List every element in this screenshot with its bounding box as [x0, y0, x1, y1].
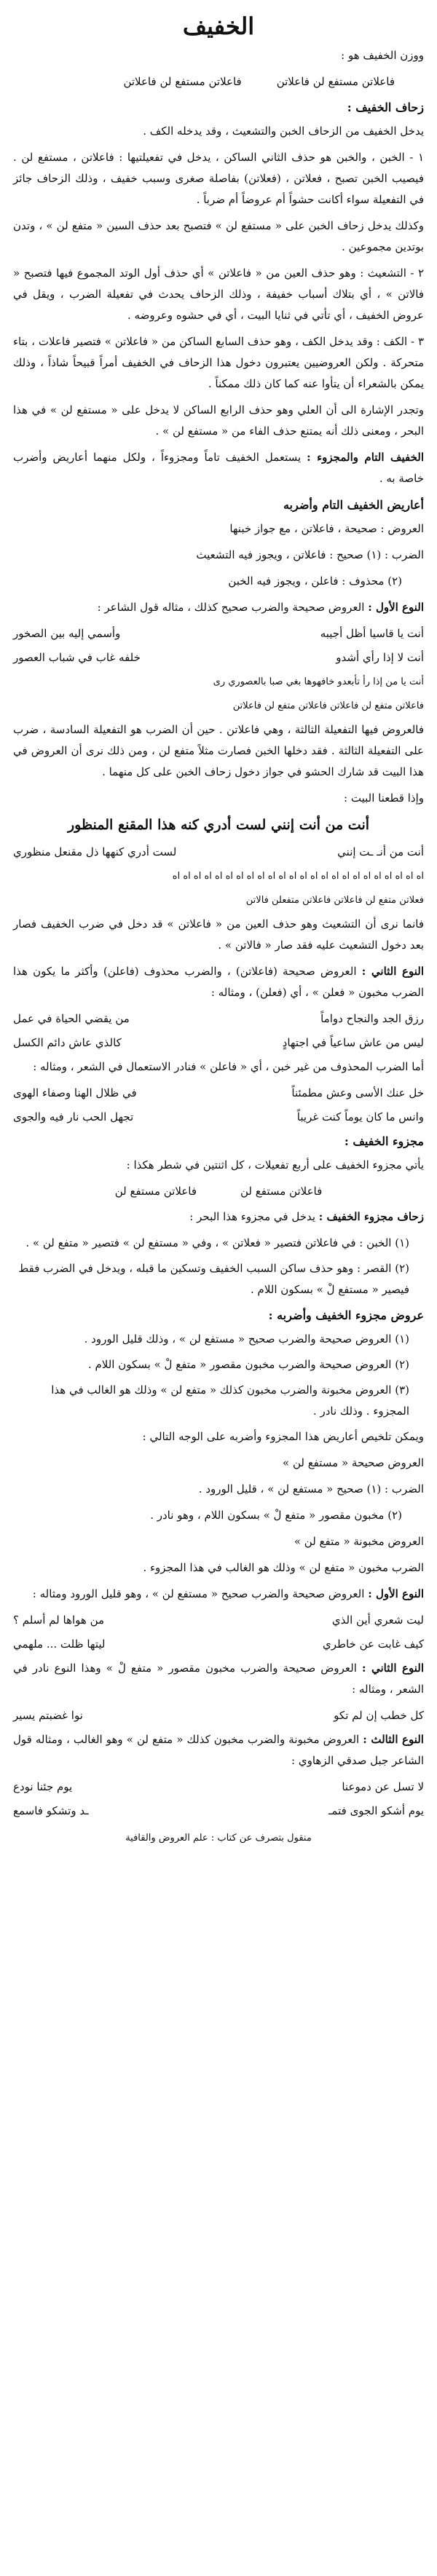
inline-heading: الخفيف التام والمجزوء : [307, 451, 425, 464]
verse-second-hemistich: وأسمي إليه بين الصخور [13, 627, 121, 640]
verse [13, 647, 424, 668]
type-label: النوع الأول : [368, 601, 424, 614]
paragraph: فالعروض فيها التفعيلة الثالثة ، وهي فاعلاتن . حين أن الضرب هو التفعيلة السادسة ، ضرب على التفعيلة الثالثة . فقد دخلها الخبن فصارت مثلاً متفع لن ، ومن ذلك نرى أن العروض في هذا البيت قد شارك الحشو في جواز دخول زحاف الخبن على كل منهما . [13, 723, 424, 778]
scansion-line: أنت يا من إذا رأ تأبعدو خافهوها بغي صبا بالعصوري رى [213, 676, 424, 687]
verse-first-hemistich: كيف غابت عن خاطري [323, 1637, 424, 1651]
verse-first-hemistich: أنت لا إذا رأي أشدو [336, 651, 424, 664]
paragraph-text: العروض صحيحة والضرب صحيح كذلك ، مثاله قول الشاعر : [97, 601, 365, 614]
verse-first-hemistich: يوم أشكو الجوى فتمـ [328, 1804, 424, 1817]
intro-label: ووزن الخفيف هو : [341, 49, 424, 62]
list-item: (١) العروض صحيحة والضرب صحيح « مستفع لن » ، وذلك قليل الورود . [84, 1332, 409, 1346]
paragraph [13, 1658, 424, 1700]
verse [13, 1777, 424, 1798]
arud-line: العروض : صحيحة ، فاعلاتن ، مع جواز خبنها [229, 522, 424, 535]
paragraph-text: العروض مخبونة والضرب مخبون كذلك « متفع لن » وهو الغالب ، ومثاله قول الشاعر جبل صدقي الزهاوي : [13, 1733, 424, 1767]
paragraph-text: العروض صحيحة (فاعلاتن) ، والضرب محذوف (فاعلن) وأكثر ما يكون هذا الضرب مخبون « فعلن » ، أي (فعلن) ، ومثاله : [13, 965, 424, 999]
section-heading: زحاف الخفيف : [347, 100, 424, 114]
verse [13, 1032, 424, 1054]
paragraph [13, 447, 424, 489]
verse-second-hemistich: يوم جئنا نودع [13, 1780, 73, 1793]
paragraph-text: العروض صحيحة والضرب مخبون مقصور « متفع لْ » وهذا النوع نادر في الشعر ، ومثاله : [13, 1662, 424, 1696]
verse-second-hemistich: من يقضي الحياة في عمل [13, 1012, 130, 1025]
verse-second-hemistich: لست أدري كنهها ذل مقنعل منظوري [13, 845, 177, 858]
section-heading: عروض مجزوء الخفيف وأضربه : [268, 1308, 424, 1322]
verse-second-hemistich: ليتها ظلت ... ملهمي [13, 1637, 106, 1651]
page-title: الخفيف [182, 12, 255, 40]
summary-line: العروض مخبونة « متفع لن » [294, 1535, 424, 1548]
paragraph: وكذلك يدخل زحاف الخبن على « مستفع لن » فتصبح بعد حذف السين « متفع لن » ، وتدن بوتدين مجموعين . [13, 219, 424, 253]
verse [13, 1705, 424, 1726]
verse-second-hemistich: ـد وتشكو فاسمع [13, 1804, 89, 1817]
paragraph-text: العروض صحيحة والضرب صحيح « مستفع لن » ، وهو قليل الورود ومثاله : [32, 1587, 365, 1600]
darb-line: (٢) محذوف : فاعلن ، ويجوز فيه الخبن [228, 574, 402, 588]
paragraph-text: يدخل في مجزوء هذا البحر : [189, 1210, 316, 1223]
verse [13, 1634, 424, 1655]
summary-line: (٢) مخبون مقصور « متفع لْ » بسكون اللام ، وهو نادر . [150, 1509, 402, 1522]
verse-first-hemistich: أنت من أنـ ـت إنني [337, 845, 424, 858]
summary-line: العروض صحيحة « مستفع لن » [283, 1456, 424, 1469]
verse-first-hemistich: لا تسل عن دموعنا [342, 1780, 424, 1793]
list-item: (٢) القصر : وهو حذف ساكن السبب الخفيف وتسكين ما قبله ، ويدخل في الضرب فقط فيصير « مستفع لْ » بسكون اللام . [18, 1262, 409, 1296]
paragraph [13, 1729, 424, 1771]
paragraph: أما الضرب المحذوف من غير خبن ، أي « فاعلن » فنادر الاستعمال في الشعر ، ومثاله : [33, 1060, 424, 1073]
paragraph: ٣ - الكف : وقد يدخل الكف ، وهو حذف السابع الساكن من « فاعلاتن » فتصير فاعلات ، بتاء متحركة . ولكن العروضيين يعتبرون دخول هذا الزحاف في الخفيف أمراً قبيحاً شاذاً ، وذلك يمكن بالشعراء أن يتأوا عنه كما كان ذلك ممكناً . [13, 335, 424, 390]
verse-second-hemistich: في ظلال الهنا وصفاء الهوى [13, 1086, 137, 1099]
paragraph: فانما نرى أن التشعيث وهو حذف العين من « فاعلاتن » قد دخل في ضرب الخفيف فصار بعد دخول التشعيث عليه فقد صار « فالاتن » . [13, 917, 424, 952]
featured-verse: أنت من أنت إنني لست أدري كنه هذا المقنع المنظور [67, 817, 370, 833]
verse [13, 1008, 424, 1030]
meter-hemistich: فاعلاتن مستفع لن فاعلاتن [276, 75, 395, 88]
paragraph [13, 1206, 424, 1228]
verse [13, 1801, 424, 1822]
paragraph: ٢ - التشعيث : وهو حذف العين من « فاعلاتن » أي حذف أول الوتد المجموع فيها فتصبح « فالاتن » ، أي بتلاك أسباب خفيفة ، وذلك الزحاف يحدث في تفعيلة الضرب ، ويقل في عروض الخفيف ، أي تأتي في ثنايا البيت ، أي في حشوه وعروضه . [13, 266, 424, 322]
meter-line [13, 1181, 424, 1202]
inline-heading: زحاف مجزوء الخفيف : [318, 1210, 424, 1223]
paragraph [13, 1584, 424, 1605]
source-note: منقول بتصرف عن كتاب : علم العروض والقافية [125, 1833, 312, 1844]
paragraph-text: يستعمل الخفيف تاماً ومجزوءاً ، ولكل منهما أعاريض وأضرب خاصة به . [13, 451, 424, 485]
scansion-line: فعلاتن متفع لن فاعلاتن فاعلاتن متفعلن فالاتن [245, 895, 424, 906]
verse-second-hemistich: خلفه غاب في شباب العصور [13, 651, 141, 664]
subsection-heading: أعاريض الخفيف التام وأضربه [283, 498, 424, 512]
verse [13, 1083, 424, 1104]
paragraph: وإذا قطعنا البيت : [344, 791, 424, 805]
summary-line [13, 1479, 424, 1500]
darb-line [13, 545, 424, 566]
verse-second-hemistich: من هواها لم أسلم ؟ [13, 1613, 105, 1627]
verse [13, 1610, 424, 1631]
list-item: (٣) العروض مخبونة والضرب مخبون كذلك « متفع لن » وذلك هو الغالب في هذا المجزوء . وذلك نادر . [51, 1383, 409, 1418]
verse-first-hemistich: رزق الجد والنجاح دواماً [320, 1012, 424, 1025]
summary-label: الضرب : [385, 1482, 424, 1496]
paragraph [13, 961, 424, 1003]
list-item: (١) الخبن : في فاعلاتن فتصير « فعلاتن » ، وفي « مستفع لن » فتصير « متفع لن » . [25, 1236, 409, 1249]
summary-line: الضرب مخبون « متفع لن » وذلك هو الغالب في هذا المجزوء . [143, 1561, 424, 1574]
verse-first-hemistich: ليت شعري أين الذي [331, 1613, 424, 1627]
paragraph: ويمكن تلخيص أعاريض هذا المجزوء وأضربه على الوجه التالي : [142, 1430, 424, 1443]
list-item: (٢) العروض صحيحة والضرب مخبون مقصور « متفع لْ » بسكون اللام . [87, 1358, 409, 1371]
verse-second-hemistich: تجهل الحب نار فيه والجوى [13, 1110, 134, 1123]
scansion-line: فاعلاتن متفع لن فاعلاتن فاعلاتن متفع لن فاعلاتن [232, 700, 424, 711]
verse [13, 842, 424, 863]
verse-first-hemistich: وانس ما كان يوماً كنت غريباً [296, 1110, 424, 1123]
verse-first-hemistich: كل خطب إن لم تكو [334, 1709, 424, 1722]
type-label: النوع الثالث : [363, 1733, 424, 1746]
meter-line [13, 71, 424, 92]
paragraph: وتجدر الإشارة الى أن العلي وهو حذف الرابع الساكن لا يدخل على « مستفع لن » في هذا البحر ، ومعنى ذلك أنه يمتنع حذف الفاء من « مستفع لن » . [13, 403, 424, 438]
darb-label: الضرب : [385, 548, 424, 561]
summary-value: (١) صحيح « مستفع لن » ، قليل الورود . [198, 1482, 382, 1496]
type-label: النوع الثاني : [361, 1662, 424, 1675]
type-label: النوع الأول : [368, 1587, 424, 1600]
verse-first-hemistich: ليس من عاش ساعياً في اجتهادٍ [282, 1036, 424, 1049]
verse [13, 1107, 424, 1128]
meter-hemistich: فاعلاتن مستفع لن فاعلاتن [123, 75, 242, 88]
verse-first-hemistich: أنت يا قاسيا أظل أجيبه [320, 627, 424, 640]
paragraph: يأتي مجزوء الخفيف على أربع تفعيلات ، كل اثنتين في شطر هكذا : [126, 1158, 424, 1172]
meter-hemistich: فاعلاتن مستفع لن [114, 1185, 197, 1198]
verse-second-hemistich: نوا غضبتم يسير [13, 1709, 83, 1722]
paragraph: ١ - الخبن ، والخبن هو حذف الثاني الساكن ، يدخل في تفعيلتيها : فاعلاتن ، مستفع لن . فيصيب الخبن تصبح ، فعلاتن ، (فعلاتن) بفاصلة صغرى وسبب خفيف ، وذلك الزحاف جائز في التفعيلة سواء أكانت حشواً أم عروضاً أم ضرباً . [13, 151, 424, 206]
type-label: النوع الثاني : [361, 965, 424, 978]
verse [13, 623, 424, 644]
section-heading: مجزوء الخفيف : [344, 1134, 424, 1148]
verse-second-hemistich: كالذي عاش دائم الكسل [13, 1036, 122, 1049]
darb-value: (١) صحيح : فاعلاتن ، ويجوز فيه التشعيث [196, 548, 382, 561]
verse-first-hemistich: خل عنك الأسى وعش مطمئناً [291, 1086, 424, 1099]
list [13, 1329, 424, 1422]
meter-hemistich: فاعلاتن مستفع لن [240, 1185, 323, 1198]
scansion-line: اه اه اه اه اه اه اه اه اه اه اه اه اه اه اه اه اه اه اه اه اه اه اه اه [172, 871, 424, 882]
list [13, 1233, 424, 1300]
paragraph [13, 597, 424, 618]
paragraph: يدخل الخفيف من الزحاف الخبن والتشعيث ، وقد يدخله الكف . [143, 125, 424, 138]
